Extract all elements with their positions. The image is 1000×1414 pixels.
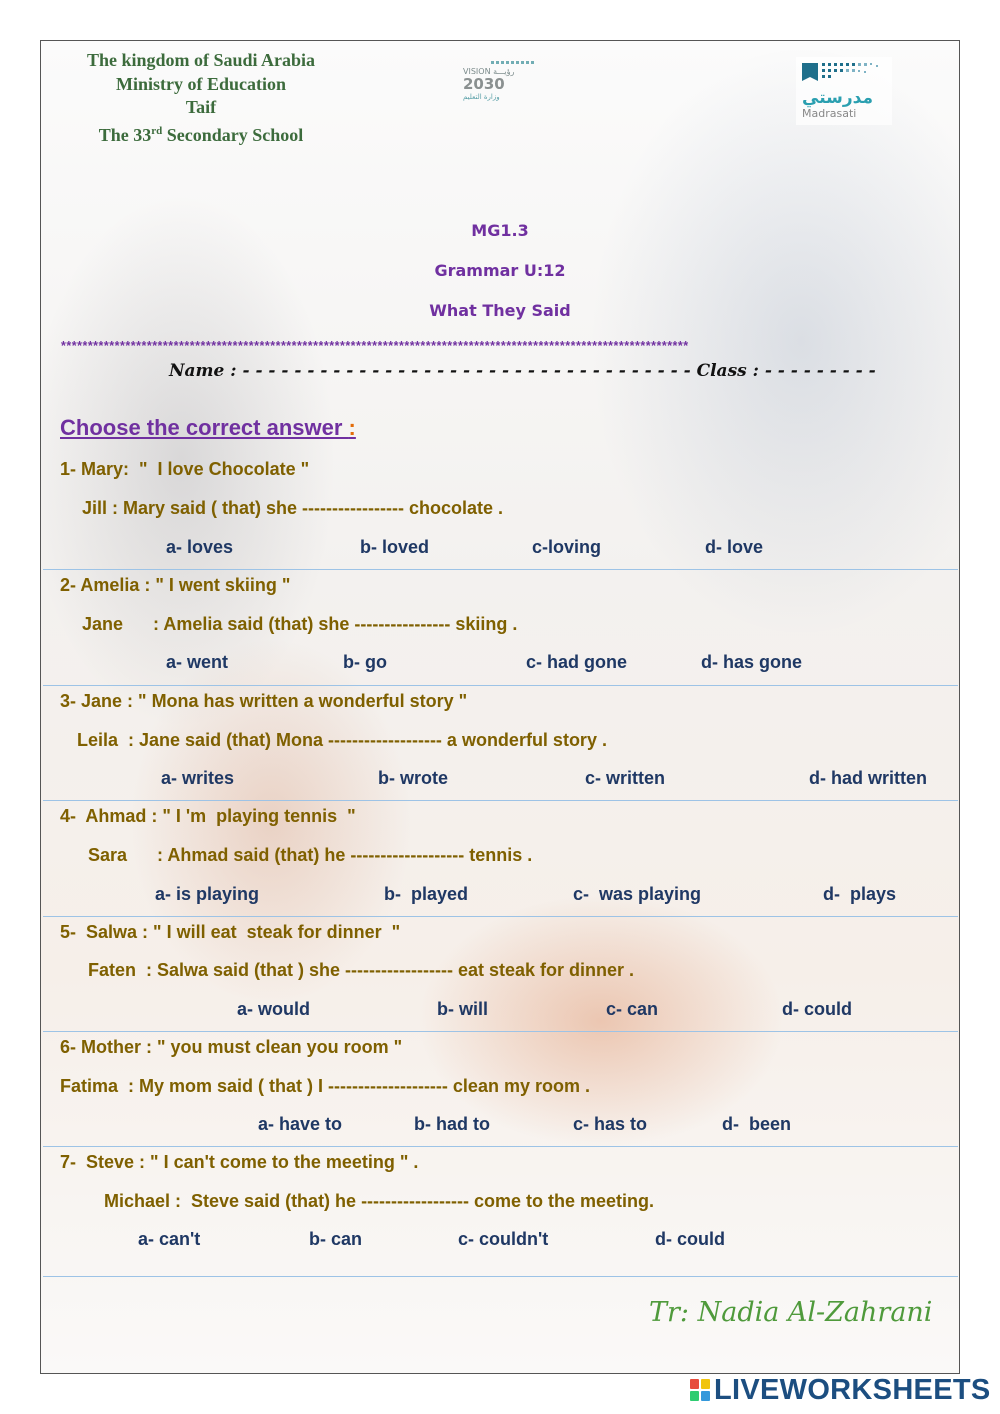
worksheet-code: MG1.3 xyxy=(471,221,529,240)
question-7-option-b[interactable]: b- can xyxy=(309,1229,363,1249)
star-divider: ********************************************************************************************************************* xyxy=(61,339,689,353)
question-1-option-a[interactable]: a- loves xyxy=(166,537,234,557)
question-1-option-c[interactable]: c-loving xyxy=(532,537,602,557)
liveworksheets-wordmark: LIVEWORKSHEETS xyxy=(714,1373,991,1406)
question-5-sentence: Faten : Salwa said (that ) she ------------------ eat steak for dinner . xyxy=(88,960,635,980)
question-3-option-a[interactable]: a- writes xyxy=(161,768,235,788)
svg-text:2030: 2030 xyxy=(463,75,505,93)
question-6-option-a[interactable]: a- have to xyxy=(258,1114,343,1134)
teacher-signature: Tr: Nadia Al-Zahrani xyxy=(649,1297,933,1328)
instruction-heading: Choose the correct answer : xyxy=(60,415,356,440)
question-4-option-d[interactable]: d- plays xyxy=(823,884,897,904)
question-5-prompt: 5- Salwa : " I will eat steak for dinner " xyxy=(60,922,401,942)
question-4-prompt: 4- Ahmad : " I 'm playing tennis " xyxy=(60,806,356,826)
svg-text:مدرستي: مدرستي xyxy=(802,88,873,108)
question-5-option-d[interactable]: d- could xyxy=(782,999,852,1019)
question-separator xyxy=(43,1146,958,1147)
question-2-option-a[interactable]: a- went xyxy=(166,652,229,672)
question-5-option-c[interactable]: c- can xyxy=(606,999,659,1019)
vision-2030-logo xyxy=(461,59,541,103)
question-1-option-d[interactable]: d- love xyxy=(705,537,764,557)
school-header xyxy=(61,49,341,147)
worksheet-page xyxy=(40,40,960,1374)
question-6-prompt: 6- Mother : " you must clean you room " xyxy=(60,1037,403,1057)
svg-text:Madrasati: Madrasati xyxy=(802,107,857,120)
worksheet-unit: Grammar U:12 xyxy=(434,261,566,280)
question-separator xyxy=(43,916,958,917)
question-3-prompt: 3- Jane : " Mona has written a wonderful story " xyxy=(60,691,468,711)
header-city: Taif xyxy=(185,97,217,117)
header-country: The kingdom of Saudi Arabia xyxy=(86,50,316,70)
svg-text:VISION رؤيـــة: VISION رؤيـــة xyxy=(463,67,515,76)
question-4-option-c[interactable]: c- was playing xyxy=(573,884,702,904)
question-4-option-b[interactable]: b- played xyxy=(384,884,469,904)
question-6-sentence: Fatima : My mom said ( that ) I -------------------- clean my room . xyxy=(60,1076,590,1096)
question-2-option-d[interactable]: d- has gone xyxy=(701,652,803,672)
question-separator xyxy=(43,1031,958,1032)
question-7-prompt: 7- Steve : " I can't come to the meeting " . xyxy=(60,1152,419,1172)
header-school: The 33rd Secondary School xyxy=(98,124,304,145)
question-3-option-b[interactable]: b- wrote xyxy=(378,768,448,788)
question-separator xyxy=(43,800,958,801)
question-2-prompt: 2- Amelia : " I went skiing " xyxy=(60,575,291,595)
question-2-option-c[interactable]: c- had gone xyxy=(526,652,628,672)
question-separator xyxy=(43,569,958,570)
question-6-option-b[interactable]: b- had to xyxy=(414,1114,490,1134)
question-5-option-a[interactable]: a- would xyxy=(237,999,310,1019)
name-class-line: Name : - - - - - - - - - - - - - - - - - - - - - - - - - - - - - - - - - - - Class : - - - - - - - - - xyxy=(169,361,876,381)
liveworksheets-brand[interactable] xyxy=(690,1374,991,1406)
question-7-option-d[interactable]: d- could xyxy=(655,1229,725,1249)
question-7-option-c[interactable]: c- couldn't xyxy=(458,1229,549,1249)
question-2-sentence: Jane : Amelia said (that) she ---------------- skiing . xyxy=(82,614,518,634)
question-7-sentence: Michael : Steve said (that) he ------------------ come to the meeting. xyxy=(104,1191,654,1211)
liveworksheets-icon xyxy=(690,1379,710,1401)
question-2-option-b[interactable]: b- go xyxy=(343,652,387,672)
question-3-sentence: Leila : Jane said (that) Mona ------------------- a wonderful story . xyxy=(77,730,607,750)
worksheet-topic: What They Said xyxy=(429,301,571,320)
question-1-prompt: 1- Mary: " I love Chocolate " xyxy=(60,459,310,479)
question-1-sentence: Jill : Mary said ( that) she ----------------- chocolate . xyxy=(82,498,503,518)
question-6-option-d[interactable]: d- been xyxy=(722,1114,792,1134)
question-5-option-b[interactable]: b- will xyxy=(437,999,488,1019)
question-3-option-d[interactable]: d- had written xyxy=(809,768,927,788)
question-3-option-c[interactable]: c- written xyxy=(585,768,666,788)
question-7-option-a[interactable]: a- can't xyxy=(138,1229,201,1249)
question-separator xyxy=(43,1276,958,1277)
header-ministry: Ministry of Education xyxy=(115,73,286,94)
svg-text:وزارة التعليم: وزارة التعليم xyxy=(463,93,500,101)
question-4-sentence: Sara : Ahmad said (that) he ------------------- tennis . xyxy=(88,845,533,865)
question-1-option-b[interactable]: b- loved xyxy=(360,537,430,557)
question-separator xyxy=(43,685,958,686)
question-4-option-a[interactable]: a- is playing xyxy=(155,884,260,904)
madrasati-logo xyxy=(796,57,892,125)
question-6-option-c[interactable]: c- has to xyxy=(573,1114,648,1134)
